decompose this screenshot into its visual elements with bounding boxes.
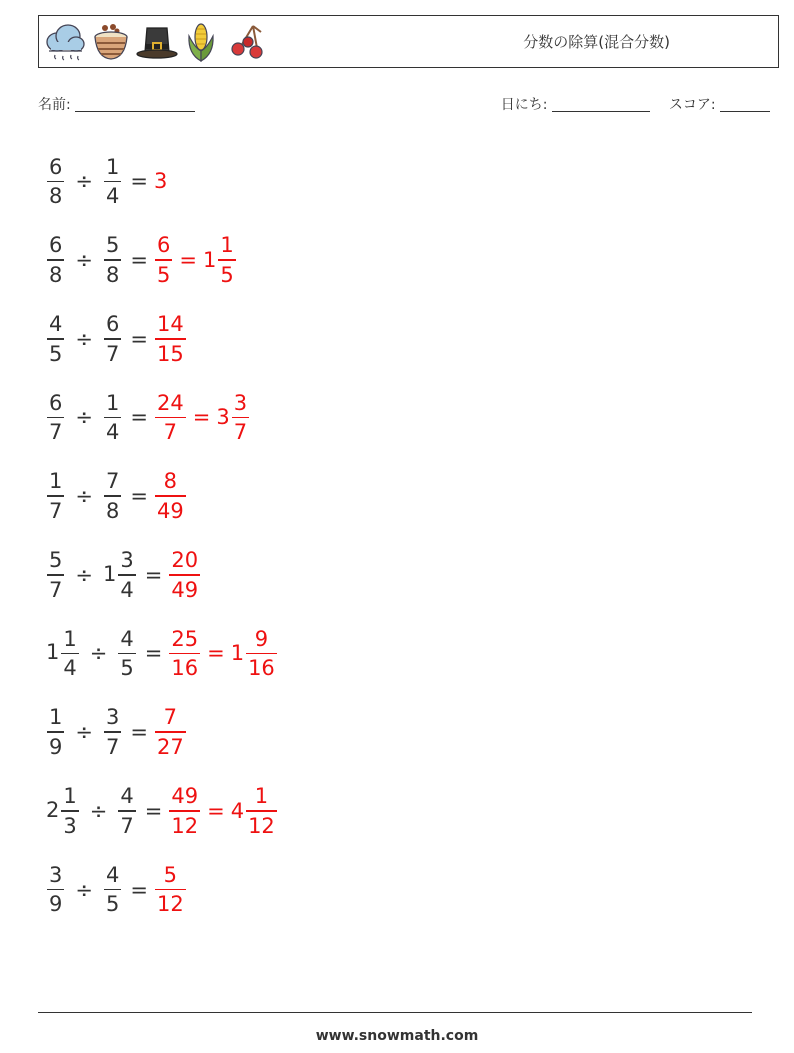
score-label: スコア: [668,97,716,113]
problem-row [46,535,278,614]
problem-row [46,850,278,929]
divide-sign: ÷ [75,484,93,509]
rain-cloud-icon [43,20,87,64]
answer-fraction [155,231,172,289]
answer [168,782,277,840]
answer-numerator: 7 [163,705,178,730]
dividend-number [46,703,65,761]
divisor-denominator: 7 [105,734,120,759]
answer-fraction [169,625,200,683]
dividend-numerator: 6 [49,233,63,258]
equals-sign: = [207,641,225,666]
divisor-denominator: 8 [105,262,120,287]
mixed-answer-denominator: 7 [233,420,248,445]
answer-numerator: 24 [156,390,184,415]
divisor-number [117,625,136,683]
divisor-denominator: 4 [120,577,134,602]
divisor-numerator: 3 [120,547,134,572]
answer-fraction [155,703,186,761]
mixed-answer-denominator: 5 [220,262,234,287]
equals-sign: = [179,248,197,273]
answer-number [168,546,201,604]
problem-row [46,772,278,851]
dividend-numerator: 6 [49,154,63,179]
score-blank[interactable] [720,98,770,112]
problem-row [46,299,278,378]
divisor-denominator: 7 [120,813,134,838]
divisor-number [103,861,122,919]
dividend-number [46,231,65,289]
answer-denominator: 7 [163,420,178,445]
divisor-fraction [104,467,121,525]
divisor-fraction [118,782,135,840]
dividend-numerator: 6 [49,390,63,415]
dividend-number [46,861,65,919]
divisor-whole: 1 [102,561,117,586]
dividend-number [46,782,80,840]
answer [154,389,250,447]
answer-numerator: 8 [163,469,178,494]
answer-denominator: 27 [156,734,184,759]
mixed-answer-denominator: 16 [248,656,275,681]
divide-sign: ÷ [75,405,93,430]
answer-whole: 3 [153,169,168,194]
divide-sign: ÷ [75,248,93,273]
mixed-answer-fraction [246,625,277,683]
divisor-numerator: 4 [120,626,134,651]
header-icons [43,19,267,65]
answer [154,169,168,193]
answer [154,231,237,289]
mixed-answer-whole: 1 [230,641,245,666]
equals-sign: = [130,720,148,745]
answer-denominator: 49 [156,498,184,523]
answer-number [154,389,187,447]
name-label: 名前: [38,97,71,113]
mixed-answer-numerator: 1 [254,784,269,809]
problem-row [46,457,278,536]
equals-sign: = [130,248,148,273]
divisor-denominator: 7 [105,341,120,366]
dividend-numerator: 4 [49,311,63,336]
answer-number [154,861,187,919]
divide-sign: ÷ [89,641,108,666]
problem-row [46,142,278,221]
worksheet-header [38,15,779,68]
divisor-number [103,389,122,447]
divisor-numerator: 7 [105,469,120,494]
divisor-denominator: 4 [105,420,120,445]
dividend-denominator: 7 [49,498,63,523]
divide-sign: ÷ [75,169,93,194]
answer-denominator: 15 [156,341,184,366]
divisor-fraction [104,861,121,919]
dividend-denominator: 9 [49,734,63,759]
dividend-denominator: 5 [49,341,63,366]
equals-sign: = [130,877,148,902]
divisor-number [103,467,122,525]
equals-sign: = [144,641,163,666]
dividend-fraction [47,467,64,525]
problem-row [46,221,278,300]
divide-sign: ÷ [75,562,93,587]
dividend-fraction [61,625,78,683]
divisor-numerator: 1 [105,154,120,179]
mixed-answer-number [203,231,237,289]
dividend-fraction [47,310,64,368]
mixed-answer-whole: 4 [230,798,245,823]
answer-numerator: 20 [171,547,199,572]
answer-fraction [169,782,200,840]
problem-row [46,614,278,693]
dividend-whole: 2 [46,797,60,822]
mixed-answer-whole: 1 [202,248,217,273]
dividend-numerator: 3 [49,862,63,887]
worksheet-title: 分数の除算(混合分数) [523,33,670,51]
dividend-numerator: 5 [49,547,63,572]
answer-fraction [155,467,186,525]
dividend-number [46,546,65,604]
dividend-denominator: 7 [49,577,63,602]
dividend-numerator: 1 [63,784,77,809]
divisor-denominator: 4 [105,184,120,209]
dividend-number [46,153,65,211]
dividend-number [46,625,80,683]
divisor-number [103,546,137,604]
footer-divider [38,1012,752,1013]
dividend-denominator: 4 [63,656,77,681]
divisor-numerator: 6 [105,311,120,336]
divide-sign: ÷ [89,798,108,823]
equals-sign: = [144,562,163,587]
divisor-fraction [104,231,121,289]
name-blank[interactable] [75,98,195,112]
dividend-fraction [47,703,64,761]
mixed-answer-number [231,782,278,840]
divisor-fraction [104,389,121,447]
answer-number [168,782,201,840]
answer-denominator: 49 [171,577,199,602]
mixed-answer-whole: 3 [216,405,230,430]
divisor-fraction [118,625,135,683]
divide-sign: ÷ [75,720,93,745]
answer [154,861,187,919]
answer-number [154,310,187,368]
answer-numerator: 5 [163,862,178,887]
dividend-denominator: 3 [63,813,77,838]
dividend-fraction [47,861,64,919]
answer-number [154,703,187,761]
divisor-denominator: 5 [120,656,134,681]
divisor-number [103,231,122,289]
equals-sign: = [192,405,211,430]
mixed-answer-number [216,389,250,447]
mixed-answer-fraction [246,782,277,840]
dividend-fraction [47,389,64,447]
dividend-denominator: 7 [49,420,63,445]
dividend-fraction [47,153,64,211]
divisor-number [103,153,122,211]
chestnut-basket-icon [91,20,131,64]
mixed-answer-numerator: 1 [220,233,234,258]
divisor-number [103,310,122,368]
mixed-answer-numerator: 9 [254,626,269,651]
equals-sign: = [144,798,163,823]
equals-sign: = [130,405,148,430]
date-score-fields [501,94,770,114]
dividend-number [46,310,65,368]
divisor-numerator: 4 [105,862,120,887]
divisor-denominator: 8 [105,498,120,523]
divisor-fraction [104,703,121,761]
corn-icon [183,20,219,64]
answer-denominator: 16 [171,656,199,681]
pilgrim-hat-icon [135,20,179,64]
answer-number [154,231,173,289]
answer-fraction [155,861,186,919]
divisor-number [117,782,136,840]
answer [168,625,277,683]
dividend-denominator: 8 [49,184,63,209]
answer-numerator: 14 [156,311,184,336]
cherries-icon [223,20,267,64]
dividend-fraction [47,546,64,604]
answer-fraction [169,546,200,604]
answer-denominator: 12 [171,813,199,838]
answer-numerator: 25 [171,626,199,651]
mixed-answer-fraction [218,231,235,289]
divisor-numerator: 5 [105,233,120,258]
divisor-denominator: 5 [105,892,120,917]
footer-url: www.snowmath.com [315,1028,479,1044]
mixed-answer-fraction [232,389,249,447]
answer-denominator: 5 [156,262,171,287]
divisor-numerator: 3 [105,705,120,730]
answer-fraction [155,310,186,368]
divisor-fraction [104,153,121,211]
answer [154,310,187,368]
answer-numerator: 6 [156,233,171,258]
answer [154,467,187,525]
divisor-numerator: 1 [105,390,120,415]
dividend-denominator: 8 [49,262,63,287]
mixed-answer-denominator: 12 [248,813,275,838]
mixed-answer-numerator: 3 [233,390,248,415]
equals-sign: = [130,326,148,351]
problem-row [46,378,278,457]
dividend-number [46,467,65,525]
equals-sign: = [130,484,148,509]
divisor-numerator: 4 [120,784,134,809]
equals-sign: = [207,798,225,823]
answer-number [154,467,187,525]
dividend-numerator: 1 [63,626,77,651]
dividend-numerator: 1 [49,469,63,494]
divisor-fraction [104,310,121,368]
answer-fraction [155,389,186,447]
answer-numerator: 49 [171,784,199,809]
answer [168,546,201,604]
mixed-answer-number [231,625,278,683]
problem-row [46,693,278,772]
answer-number [154,169,168,193]
dividend-whole: 1 [46,640,60,665]
answer [154,703,187,761]
problem-list [46,142,278,929]
name-field [38,94,195,114]
answer-number [168,625,201,683]
dividend-fraction [61,782,78,840]
dividend-numerator: 1 [49,705,63,730]
dividend-denominator: 9 [49,892,63,917]
divide-sign: ÷ [75,326,93,351]
equals-sign: = [130,169,148,194]
answer-denominator: 12 [156,892,184,917]
date-blank[interactable] [552,98,650,112]
dividend-number [46,389,65,447]
divisor-fraction [118,546,135,604]
date-label: 日にち: [500,97,548,113]
divide-sign: ÷ [75,877,93,902]
dividend-fraction [47,231,64,289]
divisor-number [103,703,122,761]
